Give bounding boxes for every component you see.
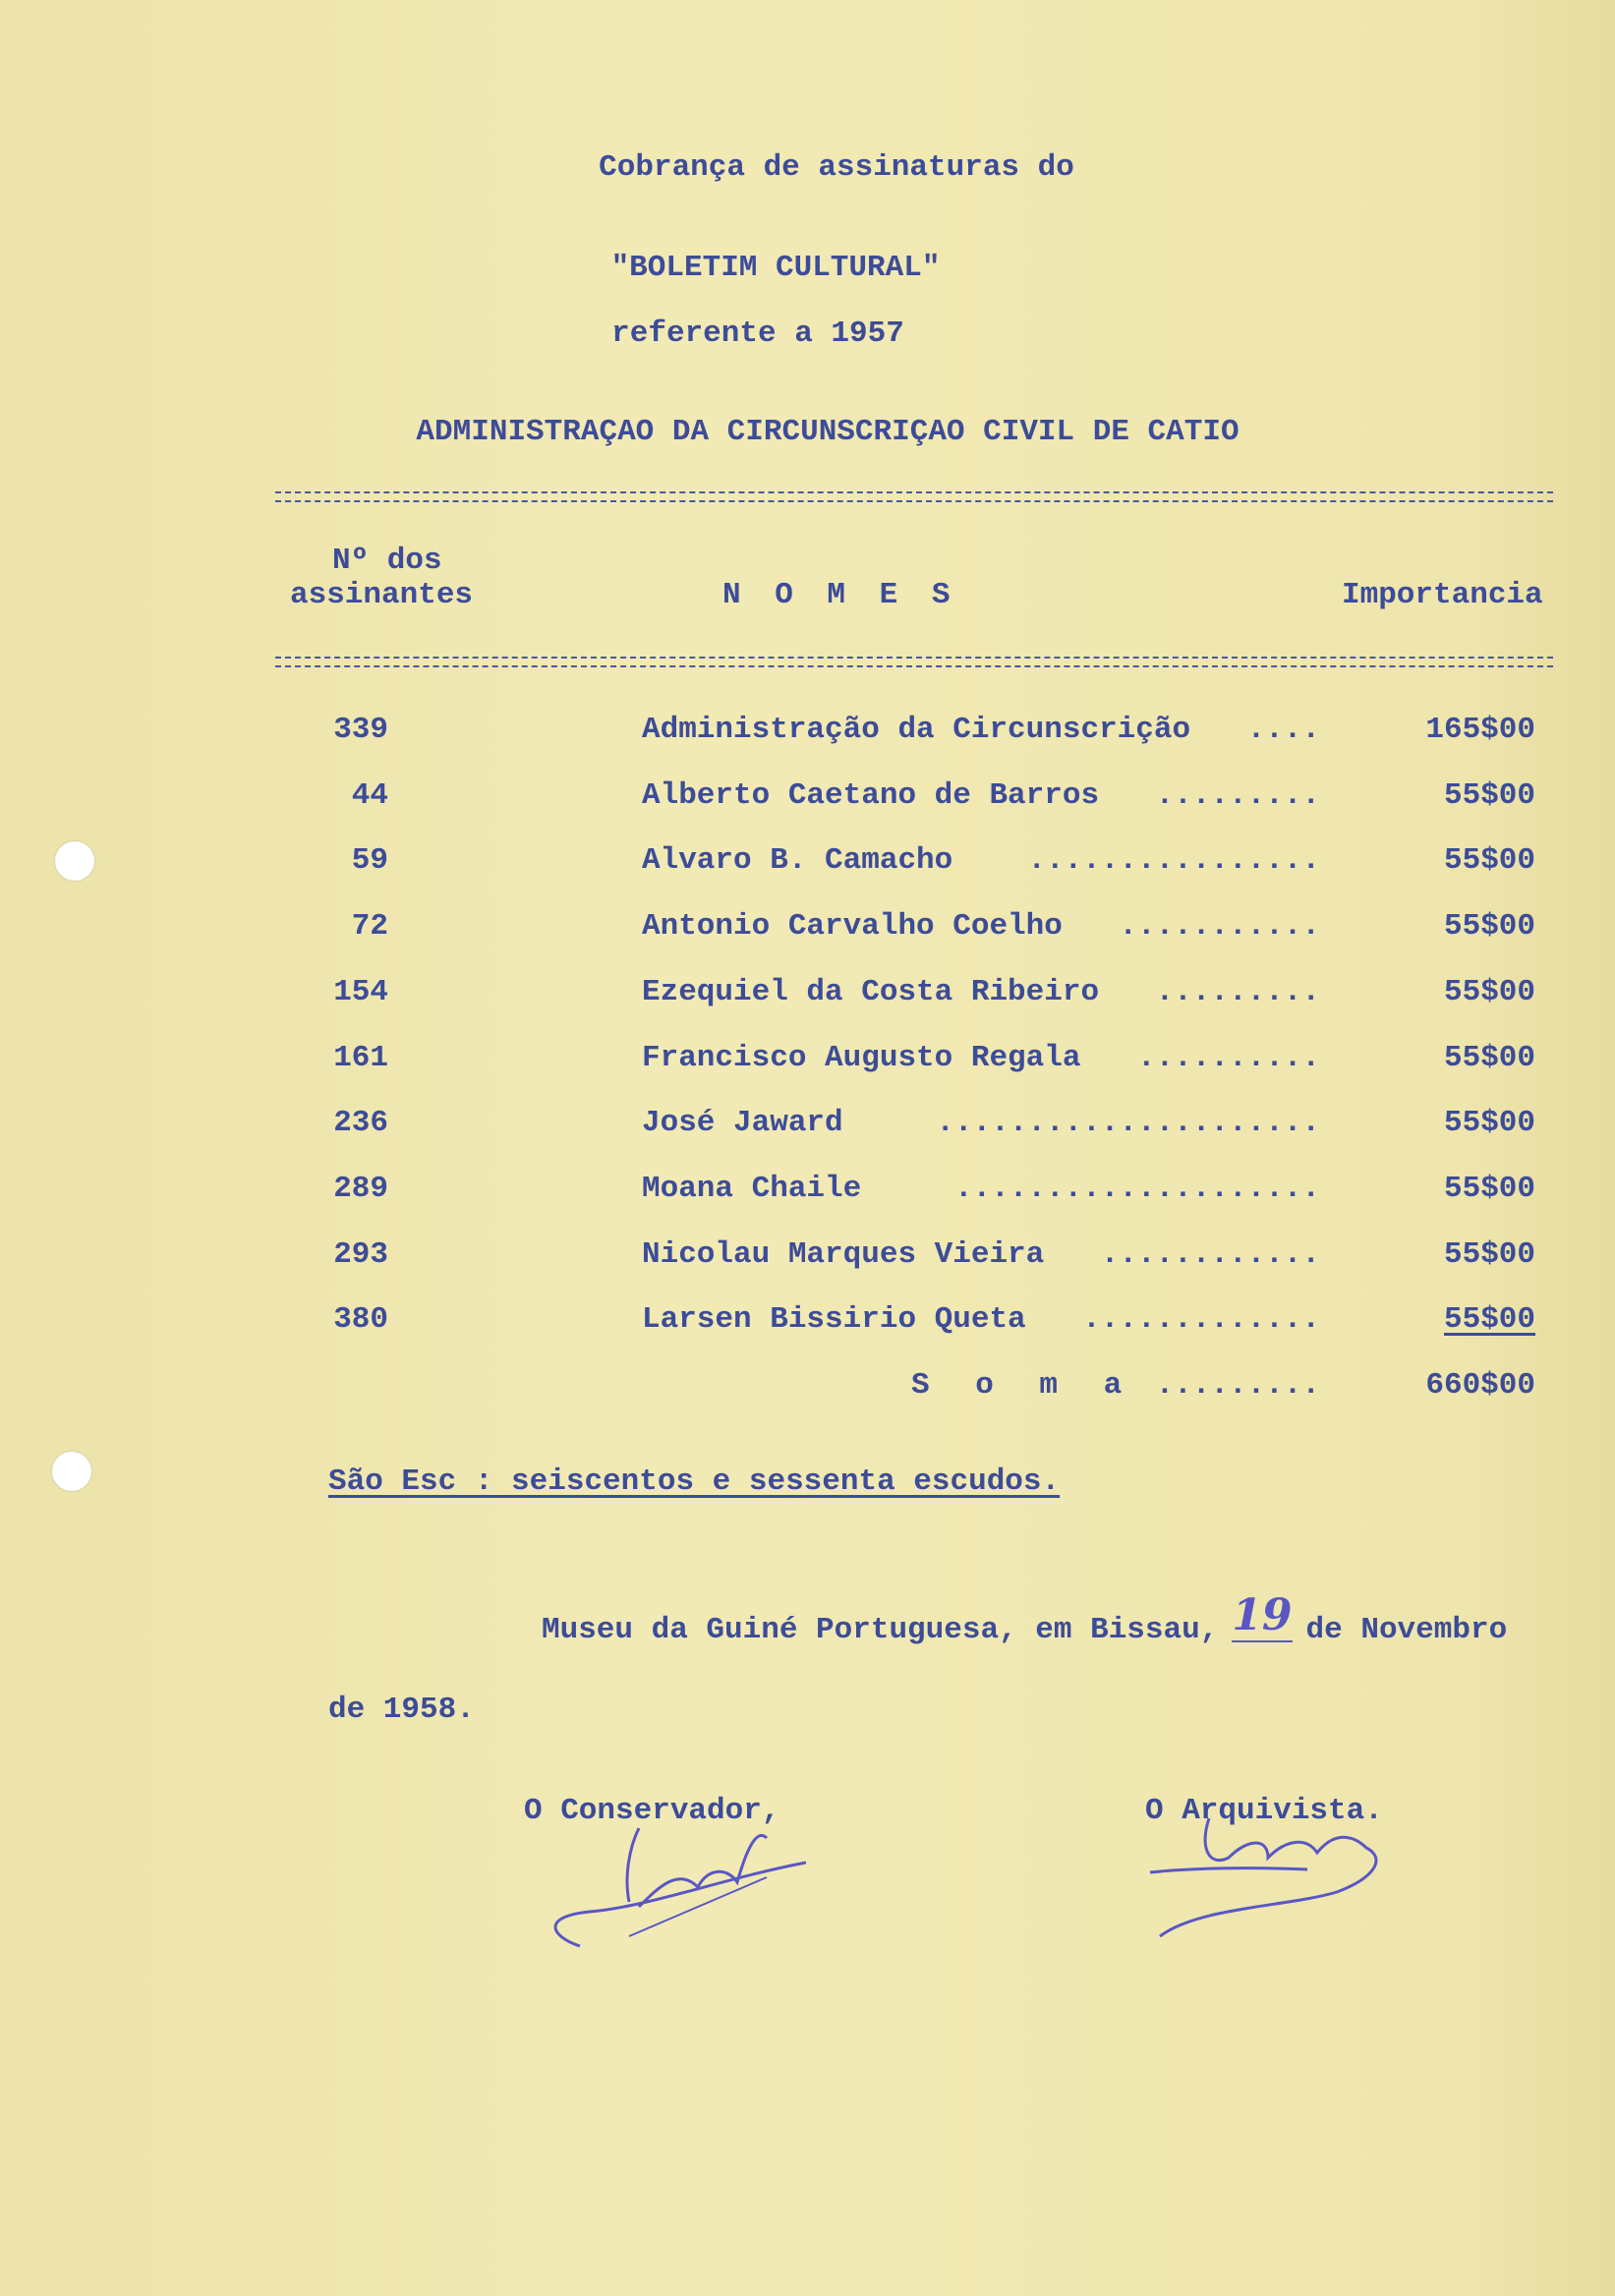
archivist-signature (1140, 1799, 1435, 1946)
amount: 55$00 (1443, 843, 1535, 879)
subscriber-name: Nicolau Marques Vieira (642, 1236, 1045, 1272)
subscriber-number: 59 (351, 843, 388, 879)
handwritten-day: 19 (1232, 1590, 1293, 1640)
table-row (0, 1172, 1615, 1211)
amount-in-words: São Esc : seiscentos e sessenta escudos. (328, 1464, 1061, 1499)
table-row (0, 843, 1615, 883)
amount: 55$00 (1443, 909, 1535, 945)
subscriber-name: Ezequiel da Costa Ribeiro (642, 974, 1100, 1009)
subscriber-name: Administração da Circunscrição (642, 713, 1191, 747)
amount: 55$00 (1443, 1302, 1535, 1338)
sum-label: S o m a (911, 1368, 1136, 1403)
leader-dots: ......... (1155, 974, 1320, 1009)
subscriber-name: José Jaward (642, 1106, 843, 1141)
sum-row (0, 1368, 1615, 1407)
conservator-title: O Conservador, (524, 1794, 780, 1828)
leader-dots: ..................... (936, 1106, 1320, 1141)
place: Museu da Guiné Portuguesa, em Bissau, (542, 1613, 1219, 1647)
subscriber-number: 154 (333, 974, 388, 1009)
col-number-header-2: assinantes (290, 578, 474, 612)
amount: 55$00 (1443, 777, 1535, 813)
subscriber-number: 72 (351, 909, 388, 945)
separator (275, 491, 1553, 502)
subscriber-name: Moana Chaile (642, 1171, 862, 1206)
leader-dots: .................... (953, 1171, 1320, 1206)
amount: 55$00 (1443, 1040, 1535, 1075)
amount: 165$00 (1425, 713, 1535, 747)
reference-year: referente a 1957 (611, 316, 904, 351)
table-row (0, 1302, 1615, 1342)
subscriber-name: Larsen Bissirio Queta (642, 1302, 1026, 1338)
table-row (0, 909, 1615, 948)
year-line: de 1958. (328, 1693, 475, 1727)
leader-dots: ......... (1155, 1368, 1320, 1403)
subscriber-number: 380 (333, 1302, 388, 1338)
table-row (0, 1237, 1615, 1277)
subscriber-number: 44 (351, 777, 388, 813)
amount: 55$00 (1443, 1171, 1535, 1206)
table-row (0, 1041, 1615, 1080)
subscriber-number: 339 (333, 713, 388, 747)
subscriber-name: Alvaro B. Camacho (642, 843, 953, 879)
punch-hole (52, 1452, 91, 1491)
subscriber-number: 161 (333, 1040, 388, 1075)
leader-dots: .... (1246, 713, 1320, 747)
administration-name: ADMINISTRAÇAO DA CIRCUNSCRIÇAO CIVIL DE CATIO (416, 415, 1240, 449)
doc-title: Cobrança de assinaturas do (599, 150, 1074, 185)
leader-dots: ......... (1155, 777, 1320, 813)
month: de Novembro (1305, 1613, 1508, 1647)
amount: 55$00 (1443, 974, 1535, 1009)
archivist-title: O Arquivista. (1145, 1794, 1383, 1828)
col-names-header: N O M E S (722, 578, 958, 612)
leader-dots: ............ (1100, 1236, 1320, 1272)
leader-dots: .......... (1136, 1040, 1320, 1075)
table-row (0, 975, 1615, 1014)
amount: 55$00 (1443, 1106, 1535, 1141)
table-row (0, 778, 1615, 818)
publication-name: "BOLETIM CULTURAL" (610, 251, 941, 285)
sum-amount: 660$00 (1425, 1368, 1535, 1403)
col-number-header: Nº dos (332, 544, 442, 578)
subscriber-name: Alberto Caetano de Barros (642, 777, 1100, 813)
leader-dots: ........... (1119, 909, 1320, 945)
subscriber-name: Francisco Augusto Regala (642, 1040, 1081, 1075)
subscriber-name: Antonio Carvalho Coelho (642, 909, 1063, 945)
table-row (0, 1106, 1615, 1145)
leader-dots: ............. (1082, 1302, 1320, 1338)
amount: 55$00 (1443, 1236, 1535, 1272)
separator (275, 657, 1553, 667)
leader-dots: ................ (1027, 843, 1320, 879)
conservator-signature (531, 1808, 826, 1966)
subscriber-number: 289 (333, 1171, 388, 1206)
subscriber-number: 236 (333, 1106, 388, 1141)
table-row (0, 713, 1615, 752)
subscriber-number: 293 (333, 1236, 388, 1272)
col-amount-header: Importancia (1342, 578, 1543, 612)
place-date-line (542, 1590, 1508, 1647)
